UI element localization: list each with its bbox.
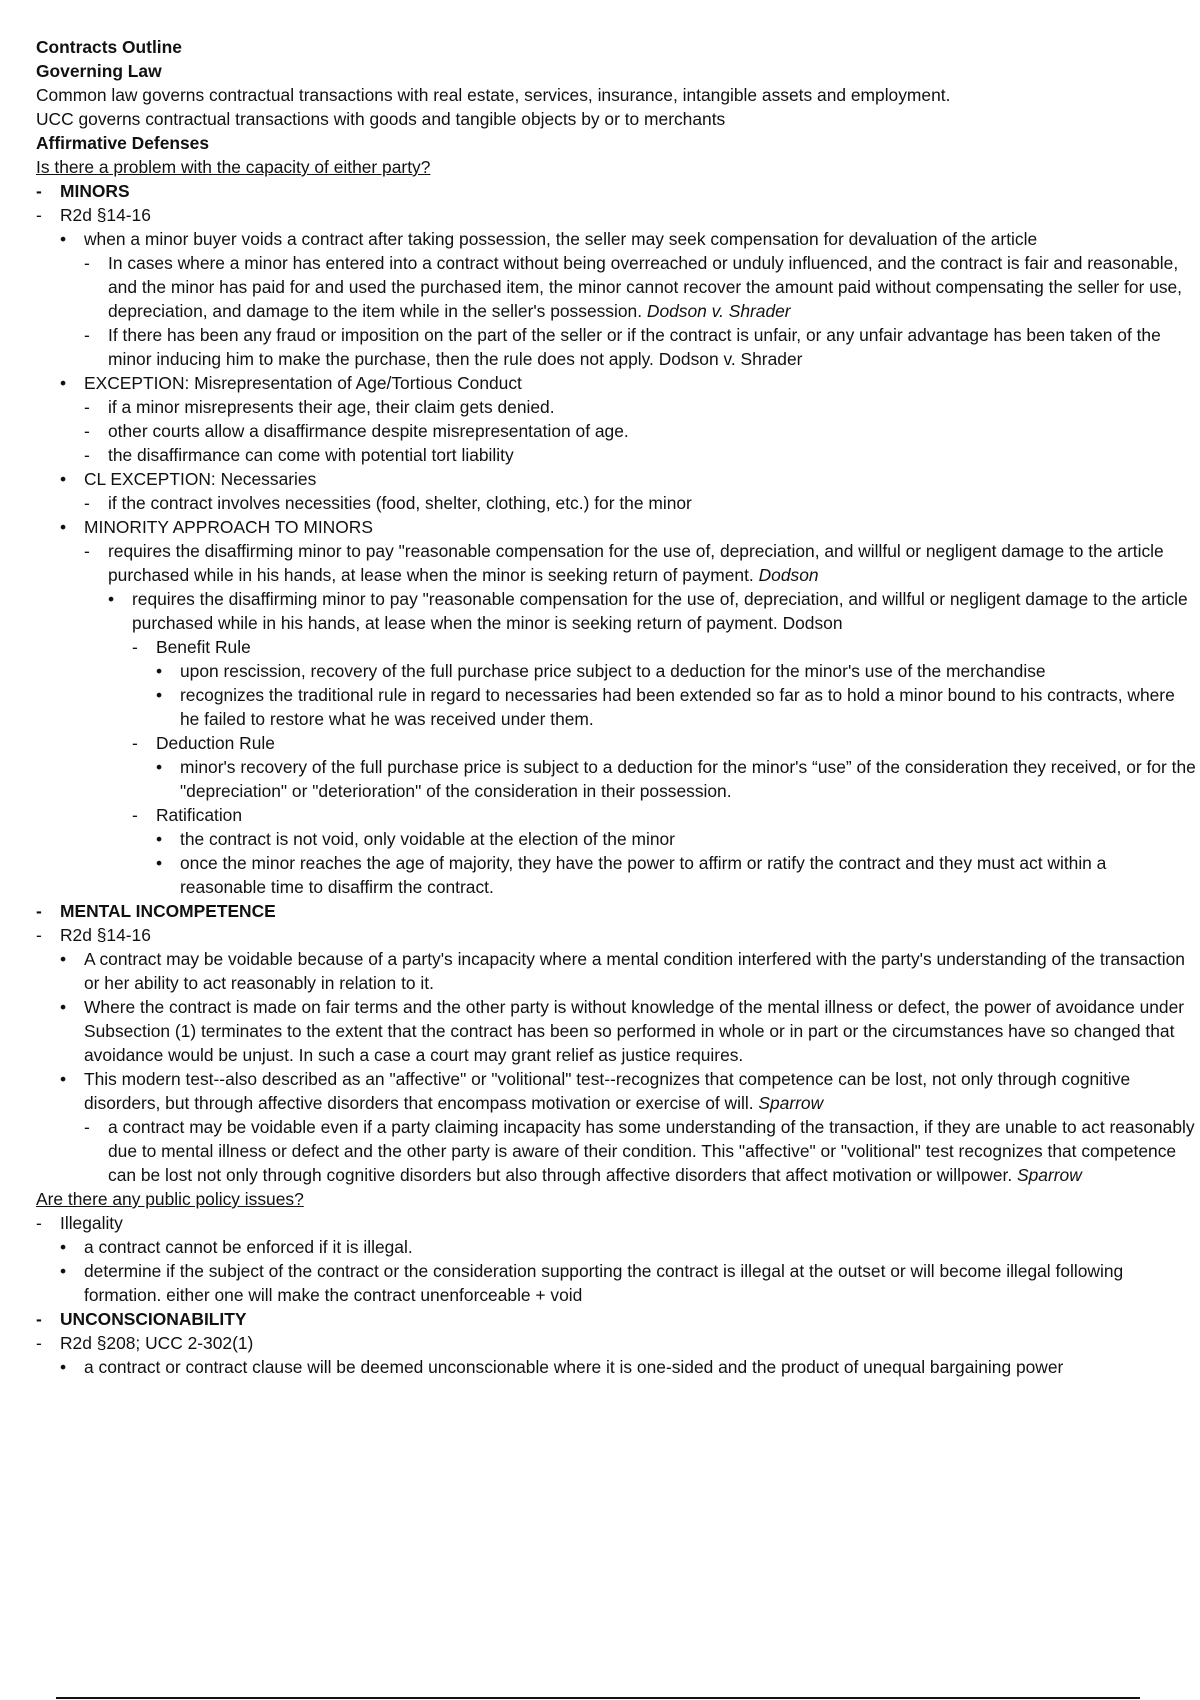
bullet: • (60, 469, 67, 489)
list-item (36, 683, 1196, 731)
list-item-text: a contract cannot be enforced if it is illegal. (84, 1237, 413, 1257)
question-capacity: Is there a problem with the capacity of either party? (36, 157, 431, 177)
case-citation: Dodson (758, 565, 819, 585)
bullet: • (60, 949, 67, 969)
list-item-text: when a minor buyer voids a contract after taking possession, the seller may seek compensation for devaluation of the article (84, 229, 1038, 249)
list-item-text: Benefit Rule (156, 637, 251, 657)
dash-bullet: - (132, 733, 138, 753)
dash-bullet: - (36, 1333, 42, 1353)
document-title: Contracts Outline (36, 37, 182, 57)
list-item-text: if a minor misrepresents their age, their claim gets denied. (108, 397, 555, 417)
list-item (36, 467, 1196, 491)
bullet: • (60, 373, 67, 393)
section-illegality-label: Illegality (60, 1213, 123, 1233)
bullet: • (60, 1261, 67, 1281)
citation-mental-text: R2d §14-16 (60, 925, 151, 945)
bullet: • (108, 589, 115, 609)
list-item (36, 803, 1196, 827)
list-item (36, 947, 1196, 995)
section-minors-label: MINORS (60, 181, 130, 201)
list-item (36, 227, 1196, 251)
list-item (36, 395, 1196, 419)
dash-bullet: - (36, 205, 42, 225)
list-item-text: the disaffirmance can come with potential tort liability (108, 445, 514, 465)
paragraph-common-law: Common law governs contractual transactions with real estate, services, insurance, intangible assets and employment. (36, 85, 951, 105)
citation-uncon-text: R2d §208; UCC 2-302(1) (60, 1333, 254, 1353)
bullet: • (156, 829, 163, 849)
list-item-text: In cases where a minor has entered into a contract without being overreached or unduly influenced, and the contract is fair and reasonable, and the minor has paid for and used the purchased item, the minor cannot recover the amount paid without compensating the seller for use, depreciation, and damage to the item while in the seller's possession. (108, 253, 1183, 321)
list-item (36, 755, 1196, 803)
dash-bullet: - (84, 397, 90, 417)
list-item-text: MINORITY APPROACH TO MINORS (84, 517, 373, 537)
list-item (36, 1115, 1196, 1187)
list-item-text: once the minor reaches the age of majority, they have the power to affirm or ratify the contract and they must act within a reasonable time to disaffirm the contract. (180, 853, 1107, 897)
bullet: • (60, 1237, 67, 1257)
dash-bullet: - (84, 493, 90, 513)
list-item (36, 1067, 1196, 1115)
citation-minors (36, 203, 1196, 227)
bullet: • (60, 1069, 67, 1089)
footer-rule (56, 1697, 1140, 1699)
citation-mental-incompetence (36, 923, 1196, 947)
dash-bullet: - (84, 1117, 90, 1137)
section-illegality (36, 1211, 1196, 1235)
bullet: • (156, 661, 163, 681)
list-item (36, 515, 1196, 539)
dash-bullet: - (84, 445, 90, 465)
list-item (36, 851, 1196, 899)
dash-bullet: - (84, 325, 90, 345)
list-item (36, 587, 1196, 635)
list-item (36, 419, 1196, 443)
list-item (36, 659, 1196, 683)
dash-bullet: - (84, 421, 90, 441)
list-item-text: recognizes the traditional rule in regard to necessaries had been extended so far as to hold a minor bound to his contracts, where he failed to restore what he was received under them. (180, 685, 1175, 729)
case-citation: Sparrow (758, 1093, 824, 1113)
bullet: • (60, 1357, 67, 1377)
dash-bullet: - (84, 541, 90, 561)
list-item (36, 443, 1196, 467)
citation-unconscionability (36, 1331, 1196, 1355)
dash-bullet: - (36, 901, 42, 921)
heading-affirmative-defenses: Affirmative Defenses (36, 133, 210, 153)
list-item (36, 1259, 1196, 1307)
list-item-text: requires the disaffirming minor to pay "reasonable compensation for the use of, depreciation, and willful or negligent damage to the article purchased while in his hands, at lease when the minor is seeking return of payment. Dodson (132, 589, 1188, 633)
dash-bullet: - (36, 1213, 42, 1233)
list-item (36, 731, 1196, 755)
list-item (36, 827, 1196, 851)
list-item-text: minor's recovery of the full purchase price is subject to a deduction for the minor's “use” of the consideration they received, or for the "depreciation" or "deterioration" of the consideration in their possession. (180, 757, 1196, 801)
list-item-text: the contract is not void, only voidable at the election of the minor (180, 829, 675, 849)
section-mental-incompetence (36, 899, 1196, 923)
list-item-text: A contract may be voidable because of a party's incapacity where a mental condition interfered with the party's understanding of the transaction or her ability to act reasonably in relation to it. (84, 949, 1185, 993)
list-item-text: determine if the subject of the contract or the consideration supporting the contract is illegal at the outset or will become illegal following formation. either one will make the contract unenforceable + void (84, 1261, 1124, 1305)
list-item (36, 491, 1196, 515)
list-item-text: a contract or contract clause will be deemed unconscionable where it is one-sided and the product of unequal bargaining power (84, 1357, 1064, 1377)
list-item (36, 1235, 1196, 1259)
list-item-text: a contract may be voidable even if a party claiming incapacity has some understanding of the transaction, if they are unable to act reasonably due to mental illness or defect and the other party is aware of their condition. This "affective" or "volitional" test recognizes that competence can be lost not only through cognitive disorders but also through affective disorders that affect motivation or willpower. (108, 1117, 1195, 1185)
bullet: • (156, 757, 163, 777)
case-citation: Dodson v. Shrader (646, 301, 791, 321)
bullet: • (60, 997, 67, 1017)
case-citation: Sparrow (1017, 1165, 1082, 1185)
list-item-text: Where the contract is made on fair terms and the other party is without knowledge of the mental illness or defect, the power of avoidance under Subsection (1) terminates to the extent that the contract has been so performed in whole or in part or the circumstances have so changed that avoidance would be unjust. In such a case a court may grant relief as justice requires. (84, 997, 1185, 1065)
list-item-text: CL EXCEPTION: Necessaries (84, 469, 317, 489)
list-item-text: other courts allow a disaffirmance despite misrepresentation of age. (108, 421, 629, 441)
list-item-text: upon rescission, recovery of the full purchase price subject to a deduction for the minor's use of the merchandise (180, 661, 1046, 681)
outline-document (36, 35, 1196, 1379)
dash-bullet: - (36, 1309, 42, 1329)
list-item (36, 1355, 1196, 1379)
section-unconscionability (36, 1307, 1196, 1331)
list-item-text: requires the disaffirming minor to pay "reasonable compensation for the use of, depreciation, and willful or negligent damage to the article purchased while in his hands, at lease when the minor is seeking return of payment. (108, 541, 1164, 585)
section-mental-incompetence-label: MENTAL INCOMPETENCE (60, 901, 276, 921)
citation-minors-text: R2d §14-16 (60, 205, 151, 225)
list-item (36, 323, 1196, 371)
dash-bullet: - (132, 637, 138, 657)
list-item-text: Ratification (156, 805, 243, 825)
list-item-text: Deduction Rule (156, 733, 275, 753)
section-unconscionability-label: UNCONSCIONABILITY (60, 1309, 247, 1329)
bullet: • (60, 517, 67, 537)
dash-bullet: - (84, 253, 90, 273)
list-item (36, 251, 1196, 323)
list-item (36, 635, 1196, 659)
dash-bullet: - (132, 805, 138, 825)
dash-bullet: - (36, 181, 42, 201)
list-item-text: EXCEPTION: Misrepresentation of Age/Tortious Conduct (84, 373, 522, 393)
heading-governing-law: Governing Law (36, 61, 162, 81)
paragraph-ucc: UCC governs contractual transactions with goods and tangible objects by or to merchants (36, 109, 726, 129)
list-item (36, 995, 1196, 1067)
dash-bullet: - (36, 925, 42, 945)
list-item (36, 371, 1196, 395)
list-item (36, 539, 1196, 587)
question-public-policy: Are there any public policy issues? (36, 1189, 304, 1209)
list-item-text: If there has been any fraud or imposition on the part of the seller or if the contract is unfair, or any unfair advantage has been taken of the minor inducing him to make the purchase, then the rule does not apply. Dodson v. Shrader (108, 325, 1161, 369)
bullet: • (156, 685, 163, 705)
bullet: • (156, 853, 163, 873)
bullet: • (60, 229, 67, 249)
list-item-text: This modern test--also described as an "affective" or "volitional" test--recognizes that competence can be lost, not only through cognitive disorders, but through affective disorders that encompass motivation or exercise of will. (84, 1069, 1131, 1113)
list-item-text: if the contract involves necessities (food, shelter, clothing, etc.) for the minor (108, 493, 692, 513)
section-minors (36, 179, 1196, 203)
